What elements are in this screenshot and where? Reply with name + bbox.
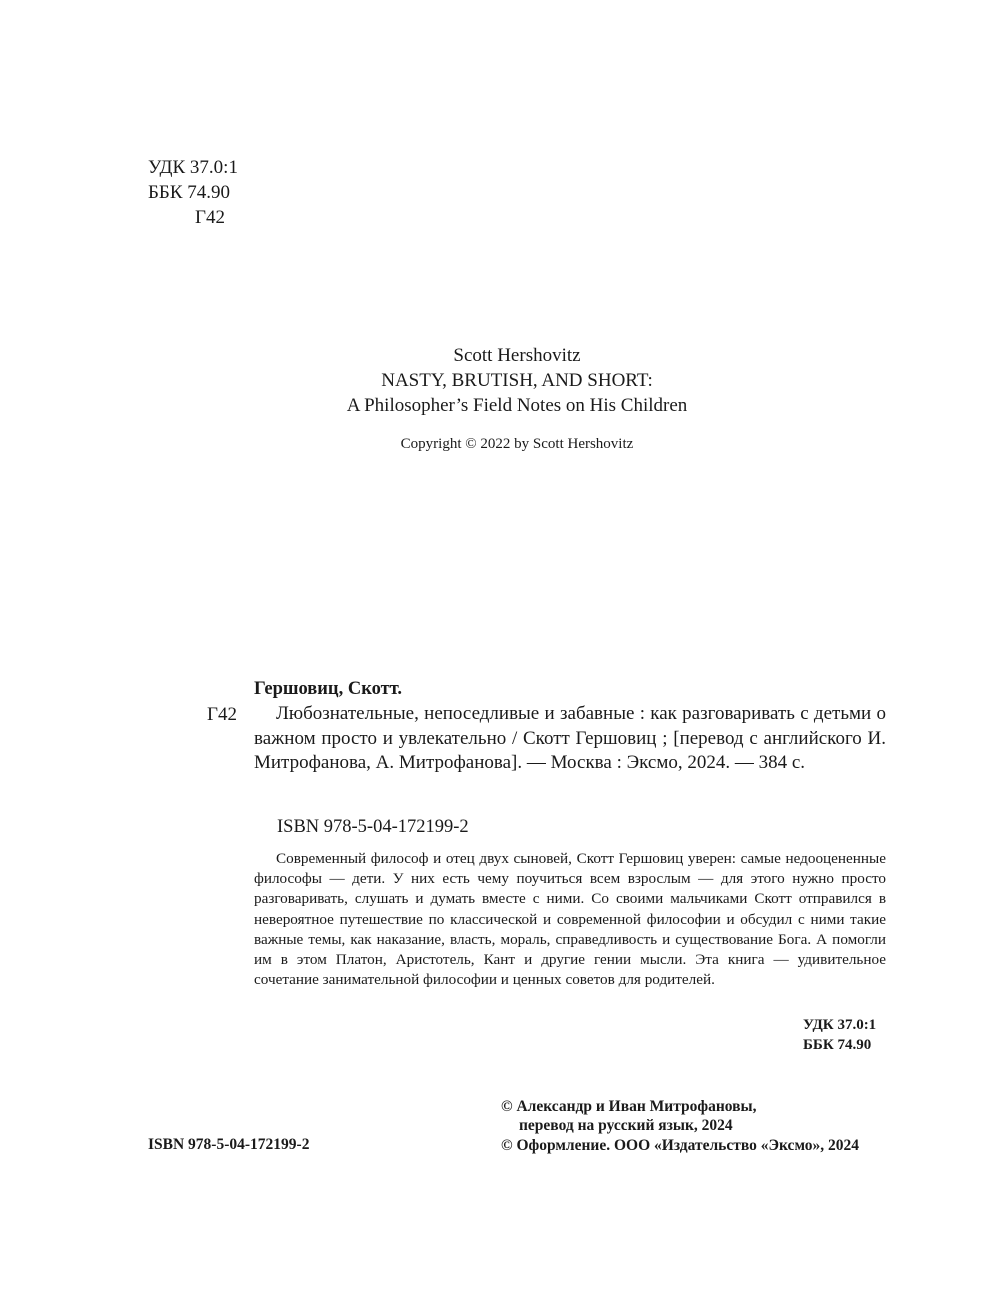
record-description: Любознательные, непоседливые и забавные : как разговаривать с детьми о важном просто и увлекательно / Скотт Гершовиц ; [перевод с английского И. Митрофанова, А. Митрофанова]. — Москва : Эксмо, 2024. — 384 с. bbox=[254, 703, 886, 773]
original-subtitle: A Philosopher’s Field Notes on His Children bbox=[346, 395, 688, 416]
udk-code-top: УДК 37.0:1 bbox=[148, 157, 238, 178]
bbk-code-top: ББК 74.90 bbox=[148, 182, 230, 203]
record-bbk: ББК 74.90 bbox=[803, 1037, 872, 1053]
record-author-mark: Г42 bbox=[207, 704, 237, 725]
footer-isbn: ISBN 978-5-04-172199-2 bbox=[148, 1136, 310, 1153]
author-mark-top: Г42 bbox=[195, 207, 225, 228]
record-author-heading: Гершовиц, Скотт. bbox=[254, 679, 403, 699]
original-author: Scott Hershovitz bbox=[453, 345, 581, 366]
design-copyright: © Оформление. ООО «Издательство «Эксмо», 2024 bbox=[501, 1137, 860, 1154]
record-annotation: Современный философ и отец двух сыновей, Скотт Гершовиц уверен: самые недооцененные философы — дети. У них есть чему поучиться всем взрослым — для этого нужно просто разговаривать, слушать и думать вместе с ними. Со своими мальчиками Скотт отправился в невероятное путешествие по классической и современной философии и обсудил с ними такие важные темы, как наказание, власть, мораль, справедливость и существование Бога. А помогли им в этом Платон, Аристотель, Кант и другие гении мысли. Эта книга — удивительное сочетание занимательной философии и ценных советов для родителей. bbox=[254, 850, 886, 989]
translation-copyright-line1: © Александр и Иван Митрофановы, bbox=[501, 1098, 757, 1115]
original-title: NASTY, BRUTISH, AND SHORT: bbox=[381, 370, 653, 391]
original-copyright: Copyright © 2022 by Scott Hershovitz bbox=[400, 436, 634, 452]
translation-copyright-line2: перевод на русский язык, 2024 bbox=[519, 1117, 733, 1134]
record-udk: УДК 37.0:1 bbox=[803, 1017, 877, 1033]
record-isbn: ISBN 978-5-04-172199-2 bbox=[277, 817, 469, 837]
